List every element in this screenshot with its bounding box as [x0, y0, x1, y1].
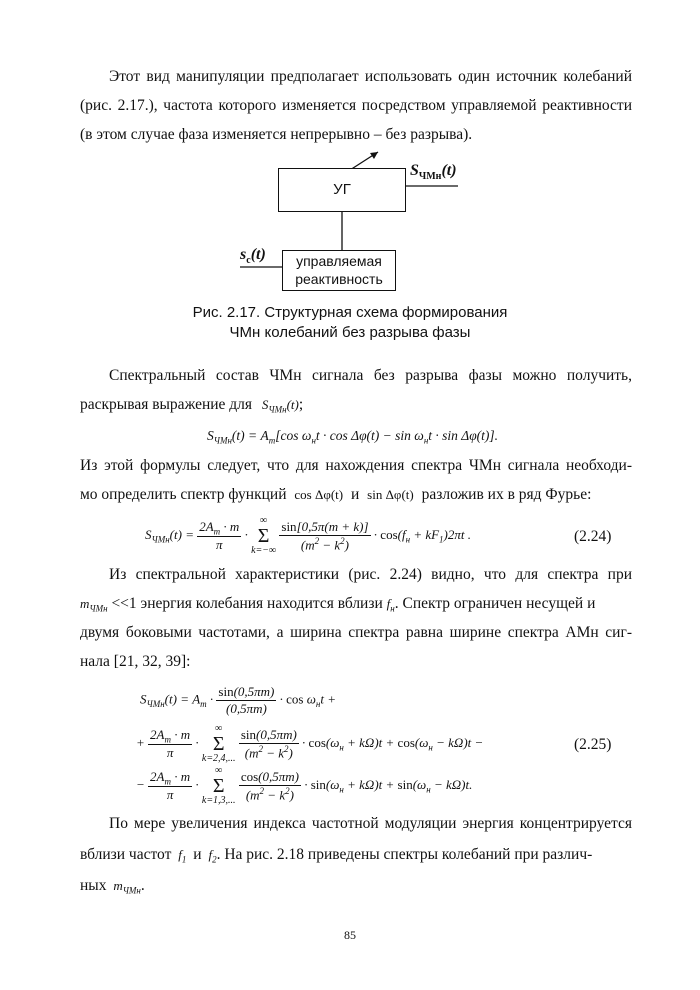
figure-caption-line1: Рис. 2.17. Структурная схема формирования: [192, 304, 508, 321]
paragraph5-text-a: вблизи частот: [80, 846, 172, 863]
input-label-sub: с: [246, 255, 251, 267]
equation-2-24: $S_{ЧМн}(t)$ = $\frac{2A_m \cdot m}{\pi}$ · ∞ Σ k=−∞ $\frac{\sin[0,5\pi(m + k)]}{(m^2 - k^2)}$ · $\cos(f_н + kF_1)2\pi t$ .: [145, 515, 472, 556]
equation-2-24-number: (2.24): [574, 528, 612, 545]
paragraph3-and: и: [350, 486, 360, 503]
output-label-main: S: [410, 162, 419, 179]
inline-f: f: [386, 596, 391, 611]
generator-block: [278, 168, 406, 212]
inline-f2: [208, 847, 217, 865]
reactance-block: [282, 250, 396, 291]
inline-s-sub: ЧМн: [268, 404, 287, 415]
output-label-arg: (t): [441, 162, 457, 179]
equation-2-25-row3: − $\frac{2A_m \cdot m}{\pi}$ · ∞ Σ k=1,3,... $\frac{\cos(0,5\pi m)}{(m^2 - k^2)}$ · $\sin(\omega_н + k\Omega)t + \sin(\omega_н - k\Omega)t$.: [136, 765, 473, 806]
equation-2-25-number: (2.25): [574, 736, 612, 753]
inline-m-chmn: [80, 596, 108, 614]
paragraph2-line2: [80, 396, 303, 415]
inline-f1: [178, 847, 187, 865]
paragraph5-line3: [80, 877, 145, 896]
inline-m2: m: [113, 878, 123, 893]
paragraph5-text-b: . На рис. 2.18 приведены спектры колебаний при различ-: [216, 846, 593, 863]
paragraph2-text: раскрывая выражение для: [80, 396, 253, 413]
reactance-line2: реактивность: [295, 271, 383, 287]
inline-sin: sin Δφ(t): [367, 487, 414, 502]
inline-f1-sub: 1: [181, 854, 187, 865]
paragraph5-text-d: .: [140, 877, 145, 894]
paragraph5-text-c: ных: [80, 877, 107, 894]
inline-m-chmn-2: [113, 878, 141, 896]
inline-f1-main: f: [178, 847, 182, 862]
page-number: 85: [344, 928, 356, 942]
paragraph-intro: Этот вид манипуляции предполагает использовать один источник колебаний (рис. 2.17.), частота которого изменяется посредством управляемой реактивности (в этом случае фаза изменяется непрерывно – без разрыва).: [80, 68, 632, 143]
paragraph3-line2: [80, 486, 591, 504]
inline-m-sub: ЧМн: [89, 603, 108, 614]
generator-label: УГ: [333, 181, 351, 198]
paragraph5-and: и: [193, 846, 202, 863]
paragraph4-line2: [80, 595, 632, 614]
paragraph4-line1: Из спектральной характеристики (рис. 2.24) видно, что для спектра при: [109, 566, 632, 583]
paragraph2-line1: Спектральный состав ЧМн сигнала без разрыва фазы можно получить,: [109, 367, 632, 384]
paragraph4-line3: двумя боковыми частотами, а ширина спектра равна ширине спектра АМн сиг-: [80, 624, 632, 641]
inline-f2-sub: 2: [212, 854, 217, 865]
inline-s-arg: (t): [286, 397, 299, 412]
inline-m: m: [80, 596, 90, 611]
paragraph4-text-b: . Спектр ограничен несущей и: [394, 595, 596, 612]
equation-2-25-row1: $S_{ЧМн}(t) = A_m$ · $\frac{\sin(0,5\pi m)}{(0,5\pi m)}$ · $\cos \omega_нt$ +: [140, 684, 337, 716]
paragraph5-line2: [80, 846, 592, 865]
inline-m2-sub: ЧМн: [122, 885, 141, 896]
output-label-sub: ЧМн: [418, 171, 442, 183]
reactance-line1: управляемая: [296, 253, 382, 269]
input-label-main: s: [240, 246, 247, 263]
equation-2-25-row2: + $\frac{2A_m \cdot m}{\pi}$ · ∞ Σ k=2,4,... $\frac{\sin(0,5\pi m)}{(m^2 - k^2)}$ · $\cos(\omega_н + k\Omega)t + \cos(\omega_н - k\Omega)t$ −: [136, 723, 484, 764]
equation-main: $S_{ЧМн}(t) = A_m[\cos$ $\omega_нt \cdot \cos \Delta\varphi(t) - \sin \omega_нt \cdot \sin \Delta\varphi(t)$].: [207, 428, 499, 446]
paragraph5-line1: По мере увеличения индекса частотной модуляции энергия концентрируется: [109, 815, 632, 832]
paragraph3-text-b: разложив их в ряд Фурье:: [421, 486, 592, 503]
inline-f-n: [386, 596, 395, 614]
inline-s: S: [261, 397, 269, 412]
tuning-arrow-head: [370, 152, 378, 159]
input-label-arg: (t): [250, 246, 266, 263]
inline-formula-s: [261, 397, 299, 415]
input-signal-label: [240, 246, 266, 266]
paragraph4-text-a: <<1 энергия колебания находится вблизи: [111, 595, 383, 612]
inline-f2-main: f: [208, 847, 213, 862]
inline-cos: cos Δφ(t): [294, 487, 344, 502]
output-signal-label: [410, 162, 457, 182]
figure-caption-line2: ЧМн колебаний без разрыва фазы: [229, 324, 471, 341]
inline-f-sub: н: [390, 603, 395, 614]
paragraph2-end: ;: [298, 396, 304, 413]
paragraph3-text-a: мо определить спектр функций: [80, 486, 287, 503]
paragraph4-line4: нала [21, 32, 39]:: [80, 653, 191, 670]
paragraph3-line1: Из этой формулы следует, что для нахождения спектра ЧМн сигнала необходи-: [80, 457, 632, 474]
